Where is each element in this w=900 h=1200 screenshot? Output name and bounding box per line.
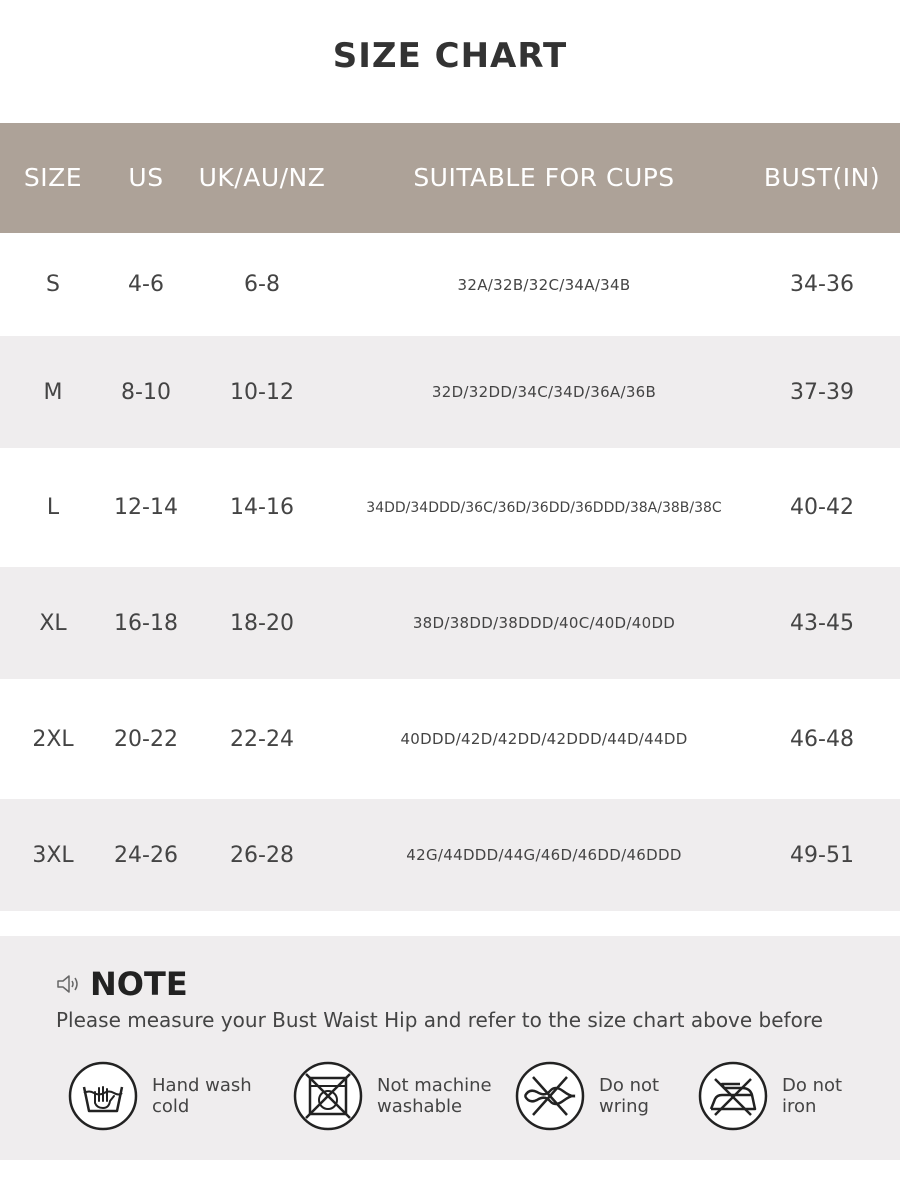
cell-cups: 34DD/34DDD/36C/36D/36DD/36DDD/38A/38B/38C: [366, 499, 722, 516]
note-title: NOTE: [90, 965, 188, 1003]
care-label-line: iron: [782, 1096, 817, 1117]
table-row: [0, 679, 900, 799]
cell-us: 12-14: [114, 495, 178, 520]
cell-us: 8-10: [121, 379, 171, 405]
cell-us: 20-22: [114, 726, 178, 752]
care-item-hand-wash: [68, 1060, 272, 1132]
header-cups: SUITABLE FOR CUPS: [413, 163, 675, 192]
table-row: [0, 448, 900, 567]
care-label-line: Do not: [599, 1075, 660, 1096]
care-item-no-wring: [515, 1060, 719, 1132]
table-row: [0, 799, 900, 911]
care-label-line: washable: [377, 1096, 463, 1117]
cell-uk: 10-12: [230, 379, 294, 405]
cell-us: 4-6: [128, 272, 164, 297]
cell-uk: 6-8: [244, 272, 280, 297]
care-label: [377, 1075, 497, 1117]
care-label-line: Hand wash: [152, 1075, 252, 1096]
care-label-line: Not machine: [377, 1075, 492, 1096]
cell-cups: 38D/38DD/38DDD/40C/40D/40DD: [412, 614, 676, 632]
header-us: US: [128, 163, 164, 192]
care-label-line: Do not: [782, 1075, 843, 1096]
header-bust: BUST(IN): [763, 163, 881, 192]
care-label: [152, 1075, 272, 1117]
cell-cups: 32A/32B/32C/34A/34B: [457, 275, 631, 294]
cell-size: L: [46, 495, 60, 520]
cell-cups: 40DDD/42D/42DD/42DDD/44D/44DD: [400, 730, 688, 748]
cell-size: M: [43, 379, 63, 405]
care-item-no-iron: [698, 1060, 900, 1132]
cell-bust: 37-39: [790, 379, 854, 405]
cell-bust: 40-42: [790, 495, 854, 520]
care-label: [782, 1075, 900, 1117]
cell-uk: 26-28: [230, 842, 294, 868]
note-header: [56, 964, 188, 1004]
hand-wash-icon: [68, 1061, 138, 1131]
no-iron-icon: [698, 1061, 768, 1131]
table-header: [0, 123, 900, 233]
header-size: SIZE: [23, 163, 83, 192]
cell-uk: 14-16: [230, 495, 294, 520]
cell-size: S: [46, 272, 60, 297]
cell-us: 16-18: [114, 610, 178, 636]
cell-us: 24-26: [114, 842, 178, 868]
cell-cups: 42G/44DDD/44G/46D/46DD/46DDD: [406, 846, 682, 864]
cell-uk: 18-20: [230, 610, 294, 636]
no-wring-icon: [515, 1061, 585, 1131]
care-label-line: cold: [152, 1096, 190, 1117]
cell-size: 2XL: [32, 726, 74, 752]
table-row: [0, 233, 900, 336]
cell-bust: 49-51: [790, 842, 854, 868]
speaker-icon: [56, 973, 80, 995]
cell-cups: 32D/32DD/34C/34D/36A/36B: [431, 383, 657, 401]
cell-bust: 46-48: [790, 726, 854, 752]
no-machine-wash-icon: [293, 1061, 363, 1131]
page-title: SIZE CHART: [332, 36, 568, 76]
cell-uk: 22-24: [230, 726, 294, 752]
note-text: Please measure your Bust Waist Hip and refer to the size chart above before: [56, 1008, 823, 1032]
table-row: [0, 567, 900, 679]
cell-size: 3XL: [32, 842, 74, 868]
header-uk-au-nz: UK/AU/NZ: [198, 163, 326, 192]
care-item-no-machine-wash: [293, 1060, 497, 1132]
cell-bust: 34-36: [790, 272, 854, 297]
table-row: [0, 336, 900, 448]
care-label-line: wring: [599, 1096, 649, 1117]
cell-size: XL: [39, 610, 67, 636]
cell-bust: 43-45: [790, 610, 854, 636]
note-panel: [0, 936, 900, 1160]
